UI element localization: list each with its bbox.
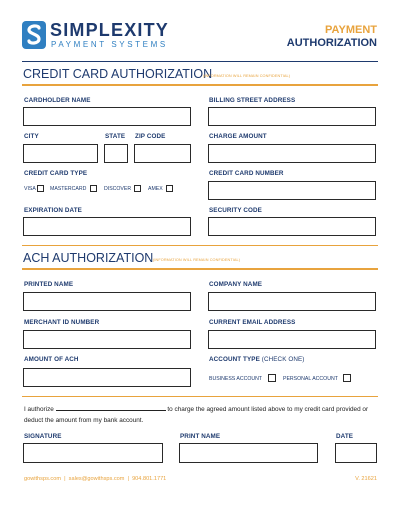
state-label: STATE xyxy=(105,133,126,140)
signature-field[interactable] xyxy=(23,443,163,463)
card-number-field[interactable] xyxy=(208,181,376,200)
merchant-id-label: MERCHANT ID NUMBER xyxy=(24,319,100,326)
authorize-end: to charge the agreed amount listed above to my credit card provided or xyxy=(167,406,369,413)
ach-section-note: (INFORMATION WILL REMAIN CONFIDENTIAL) xyxy=(153,258,241,262)
authorized-party-blank[interactable] xyxy=(56,404,166,411)
printed-name-label: PRINTED NAME xyxy=(24,281,74,288)
business-account-label: BUSINESS ACCOUNT xyxy=(209,376,263,382)
logo-mark-icon xyxy=(22,21,46,49)
ach-section-bottom-rule xyxy=(22,396,378,397)
cardholder-name-label: CARDHOLDER NAME xyxy=(24,97,91,104)
authorization-statement xyxy=(24,404,380,426)
account-type-hint: (CHECK ONE) xyxy=(261,356,305,363)
card-type-discover-checkbox[interactable] xyxy=(134,185,141,192)
company-name-field[interactable] xyxy=(208,292,376,311)
expiration-date-field[interactable] xyxy=(23,217,191,236)
state-field[interactable] xyxy=(104,144,128,163)
card-type-visa-checkbox[interactable] xyxy=(37,185,44,192)
merchant-id-field[interactable] xyxy=(23,330,191,349)
date-field[interactable] xyxy=(335,443,377,463)
card-type-mastercard-checkbox[interactable] xyxy=(90,185,97,192)
credit-section-note: (INFORMATION WILL REMAIN CONFIDENTIAL) xyxy=(203,74,291,78)
security-code-field[interactable] xyxy=(208,217,376,236)
ach-amount-field[interactable] xyxy=(23,368,191,387)
cardholder-name-field[interactable] xyxy=(23,107,191,126)
footer-version: V. 21621 xyxy=(355,476,377,482)
email-field[interactable] xyxy=(208,330,376,349)
header-divider xyxy=(22,61,378,62)
logo-subtitle: PAYMENT SYSTEMS xyxy=(51,40,168,49)
billing-street-label: BILLING STREET ADDRESS xyxy=(209,97,296,104)
date-label: DATE xyxy=(336,433,354,440)
printed-name-field[interactable] xyxy=(23,292,191,311)
personal-account-label: PERSONAL ACCOUNT xyxy=(283,376,338,382)
ach-section-title: ACH AUTHORIZATION xyxy=(23,251,154,265)
card-type-amex-checkbox[interactable] xyxy=(166,185,173,192)
email-label: CURRENT EMAIL ADDRESS xyxy=(209,319,296,326)
ach-section-rule xyxy=(22,268,378,270)
credit-section-rule xyxy=(22,84,378,86)
account-type-label xyxy=(209,356,304,363)
charge-amount-label: CHARGE AMOUNT xyxy=(209,133,267,140)
card-type-discover-label: DISCOVER xyxy=(104,186,132,192)
company-logo xyxy=(22,21,192,53)
card-type-label: CREDIT CARD TYPE xyxy=(24,170,88,177)
security-code-label: SECURITY CODE xyxy=(209,207,262,214)
zip-label: ZIP CODE xyxy=(135,133,166,140)
business-account-checkbox[interactable] xyxy=(268,374,276,382)
authorize-start: I authorize xyxy=(24,406,54,413)
personal-account-checkbox[interactable] xyxy=(343,374,351,382)
card-type-visa-label: VISA xyxy=(24,186,36,192)
credit-section-bottom-rule xyxy=(22,245,378,246)
card-type-mastercard-label: MASTERCARD xyxy=(50,186,87,192)
city-label: CITY xyxy=(24,133,39,140)
account-type-text: ACCOUNT TYPE xyxy=(209,356,260,363)
document-title-line2: AUTHORIZATION xyxy=(286,37,377,49)
print-name-field[interactable] xyxy=(179,443,318,463)
footer-contact: gowithsps.com | sales@gowithsps.com | 904.801.1771 xyxy=(24,476,167,482)
billing-street-field[interactable] xyxy=(208,107,376,126)
card-number-label: CREDIT CARD NUMBER xyxy=(209,170,284,177)
card-type-amex-label: AMEX xyxy=(148,186,163,192)
zip-field[interactable] xyxy=(134,144,191,163)
credit-section-title: CREDIT CARD AUTHORIZATION xyxy=(23,67,213,81)
logo-wordmark: SIMPLEXITY xyxy=(50,20,170,40)
ach-amount-label: AMOUNT OF ACH xyxy=(24,356,79,363)
signature-label: SIGNATURE xyxy=(24,433,62,440)
authorize-line2: deduct the amount from my bank account. xyxy=(24,417,144,424)
city-field[interactable] xyxy=(23,144,98,163)
expiration-date-label: EXPIRATION DATE xyxy=(24,207,82,214)
charge-amount-field[interactable] xyxy=(208,144,376,163)
print-name-label: PRINT NAME xyxy=(180,433,221,440)
document-title-line1: PAYMENT xyxy=(325,24,377,36)
company-name-label: COMPANY NAME xyxy=(209,281,263,288)
